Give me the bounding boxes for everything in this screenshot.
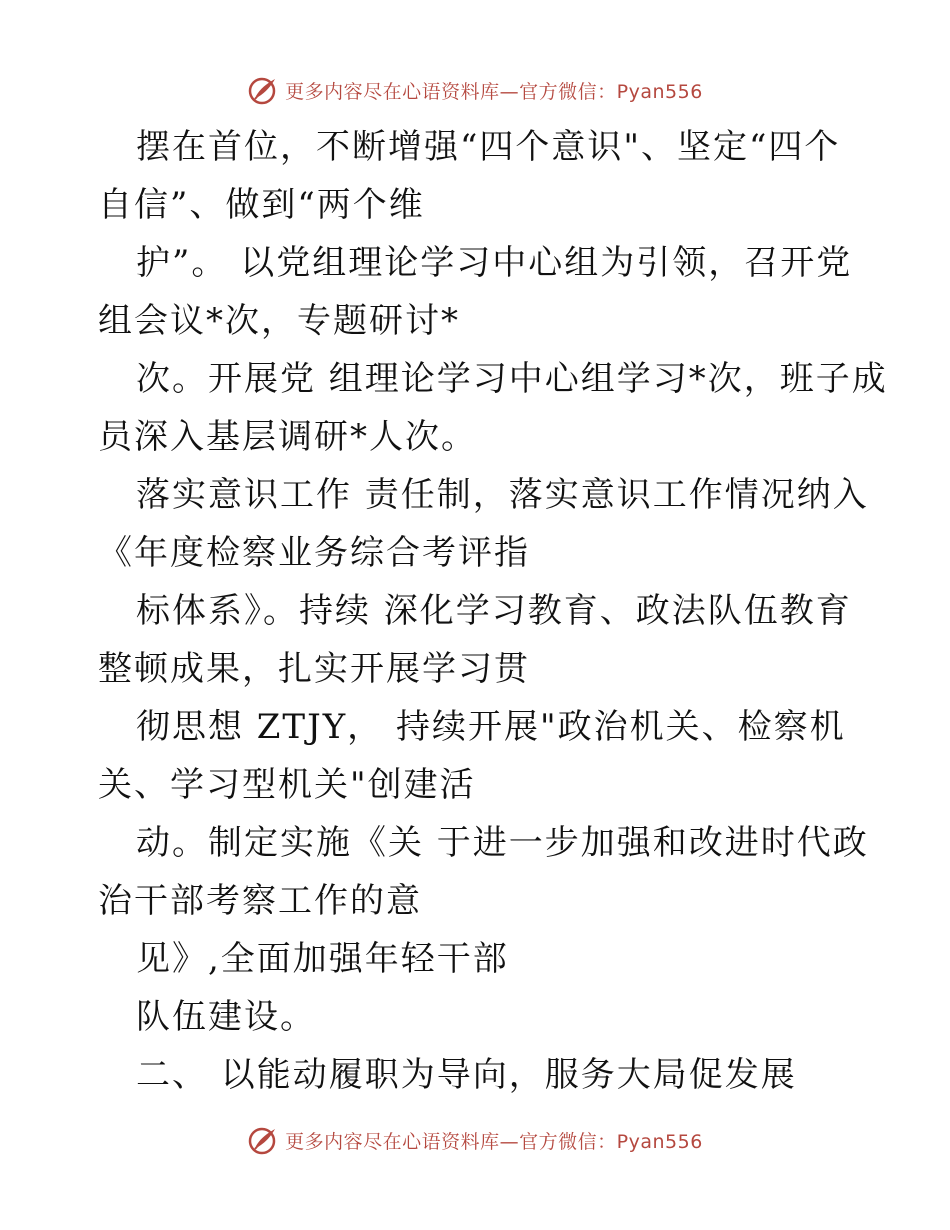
text-line: 落实意识工作 责任制，落实意识工作情况纳入 — [136, 475, 869, 515]
watermark-text: 更多内容尽在心语资料库—官方微信：Pyan556 — [285, 80, 703, 103]
text-line: 见》,全面加强年轻干部 — [136, 939, 509, 979]
document-body — [98, 118, 888, 1104]
text-line: 二、 以能动履职为导向，服务大局促发展 — [136, 1055, 797, 1095]
feather-logo-icon — [247, 74, 279, 106]
text-line: 组会议*次，专题研讨* — [98, 301, 460, 341]
text-line: 治干部考察工作的意 — [98, 881, 422, 921]
text-line: 自信”、做到“两个维 — [98, 185, 425, 225]
header-watermark — [0, 70, 950, 110]
text-line: 员深入基层调研*人次。 — [98, 417, 477, 457]
feather-logo-icon — [247, 1124, 279, 1156]
text-line: 彻思想 ZTJY， 持续开展"政治机关、检察机 — [136, 707, 846, 747]
text-line: 标体系》。持续 深化学习教育、政法队伍教育 — [136, 591, 852, 631]
text-line: 摆在首位，不断增强“四个意识"、坚定“四个 — [136, 127, 841, 167]
footer-watermark — [0, 1120, 950, 1160]
text-line: 关、学习型机关"创建活 — [98, 765, 476, 805]
watermark-text: 更多内容尽在心语资料库—官方微信：Pyan556 — [285, 1130, 703, 1153]
text-line: 整顿成果，扎实开展学习贯 — [98, 649, 530, 689]
text-line: 队伍建设。 — [136, 997, 316, 1037]
text-line: 次。开展党 组理论学习中心组学习*次，班子成 — [136, 359, 888, 399]
text-line: 动。制定实施《关 于进一步加强和改进时代政 — [136, 823, 869, 863]
text-line: 护”。 以党组理论学习中心组为引领，召开党 — [136, 243, 853, 283]
text-line: 《年度检察业务综合考评指 — [98, 533, 530, 573]
